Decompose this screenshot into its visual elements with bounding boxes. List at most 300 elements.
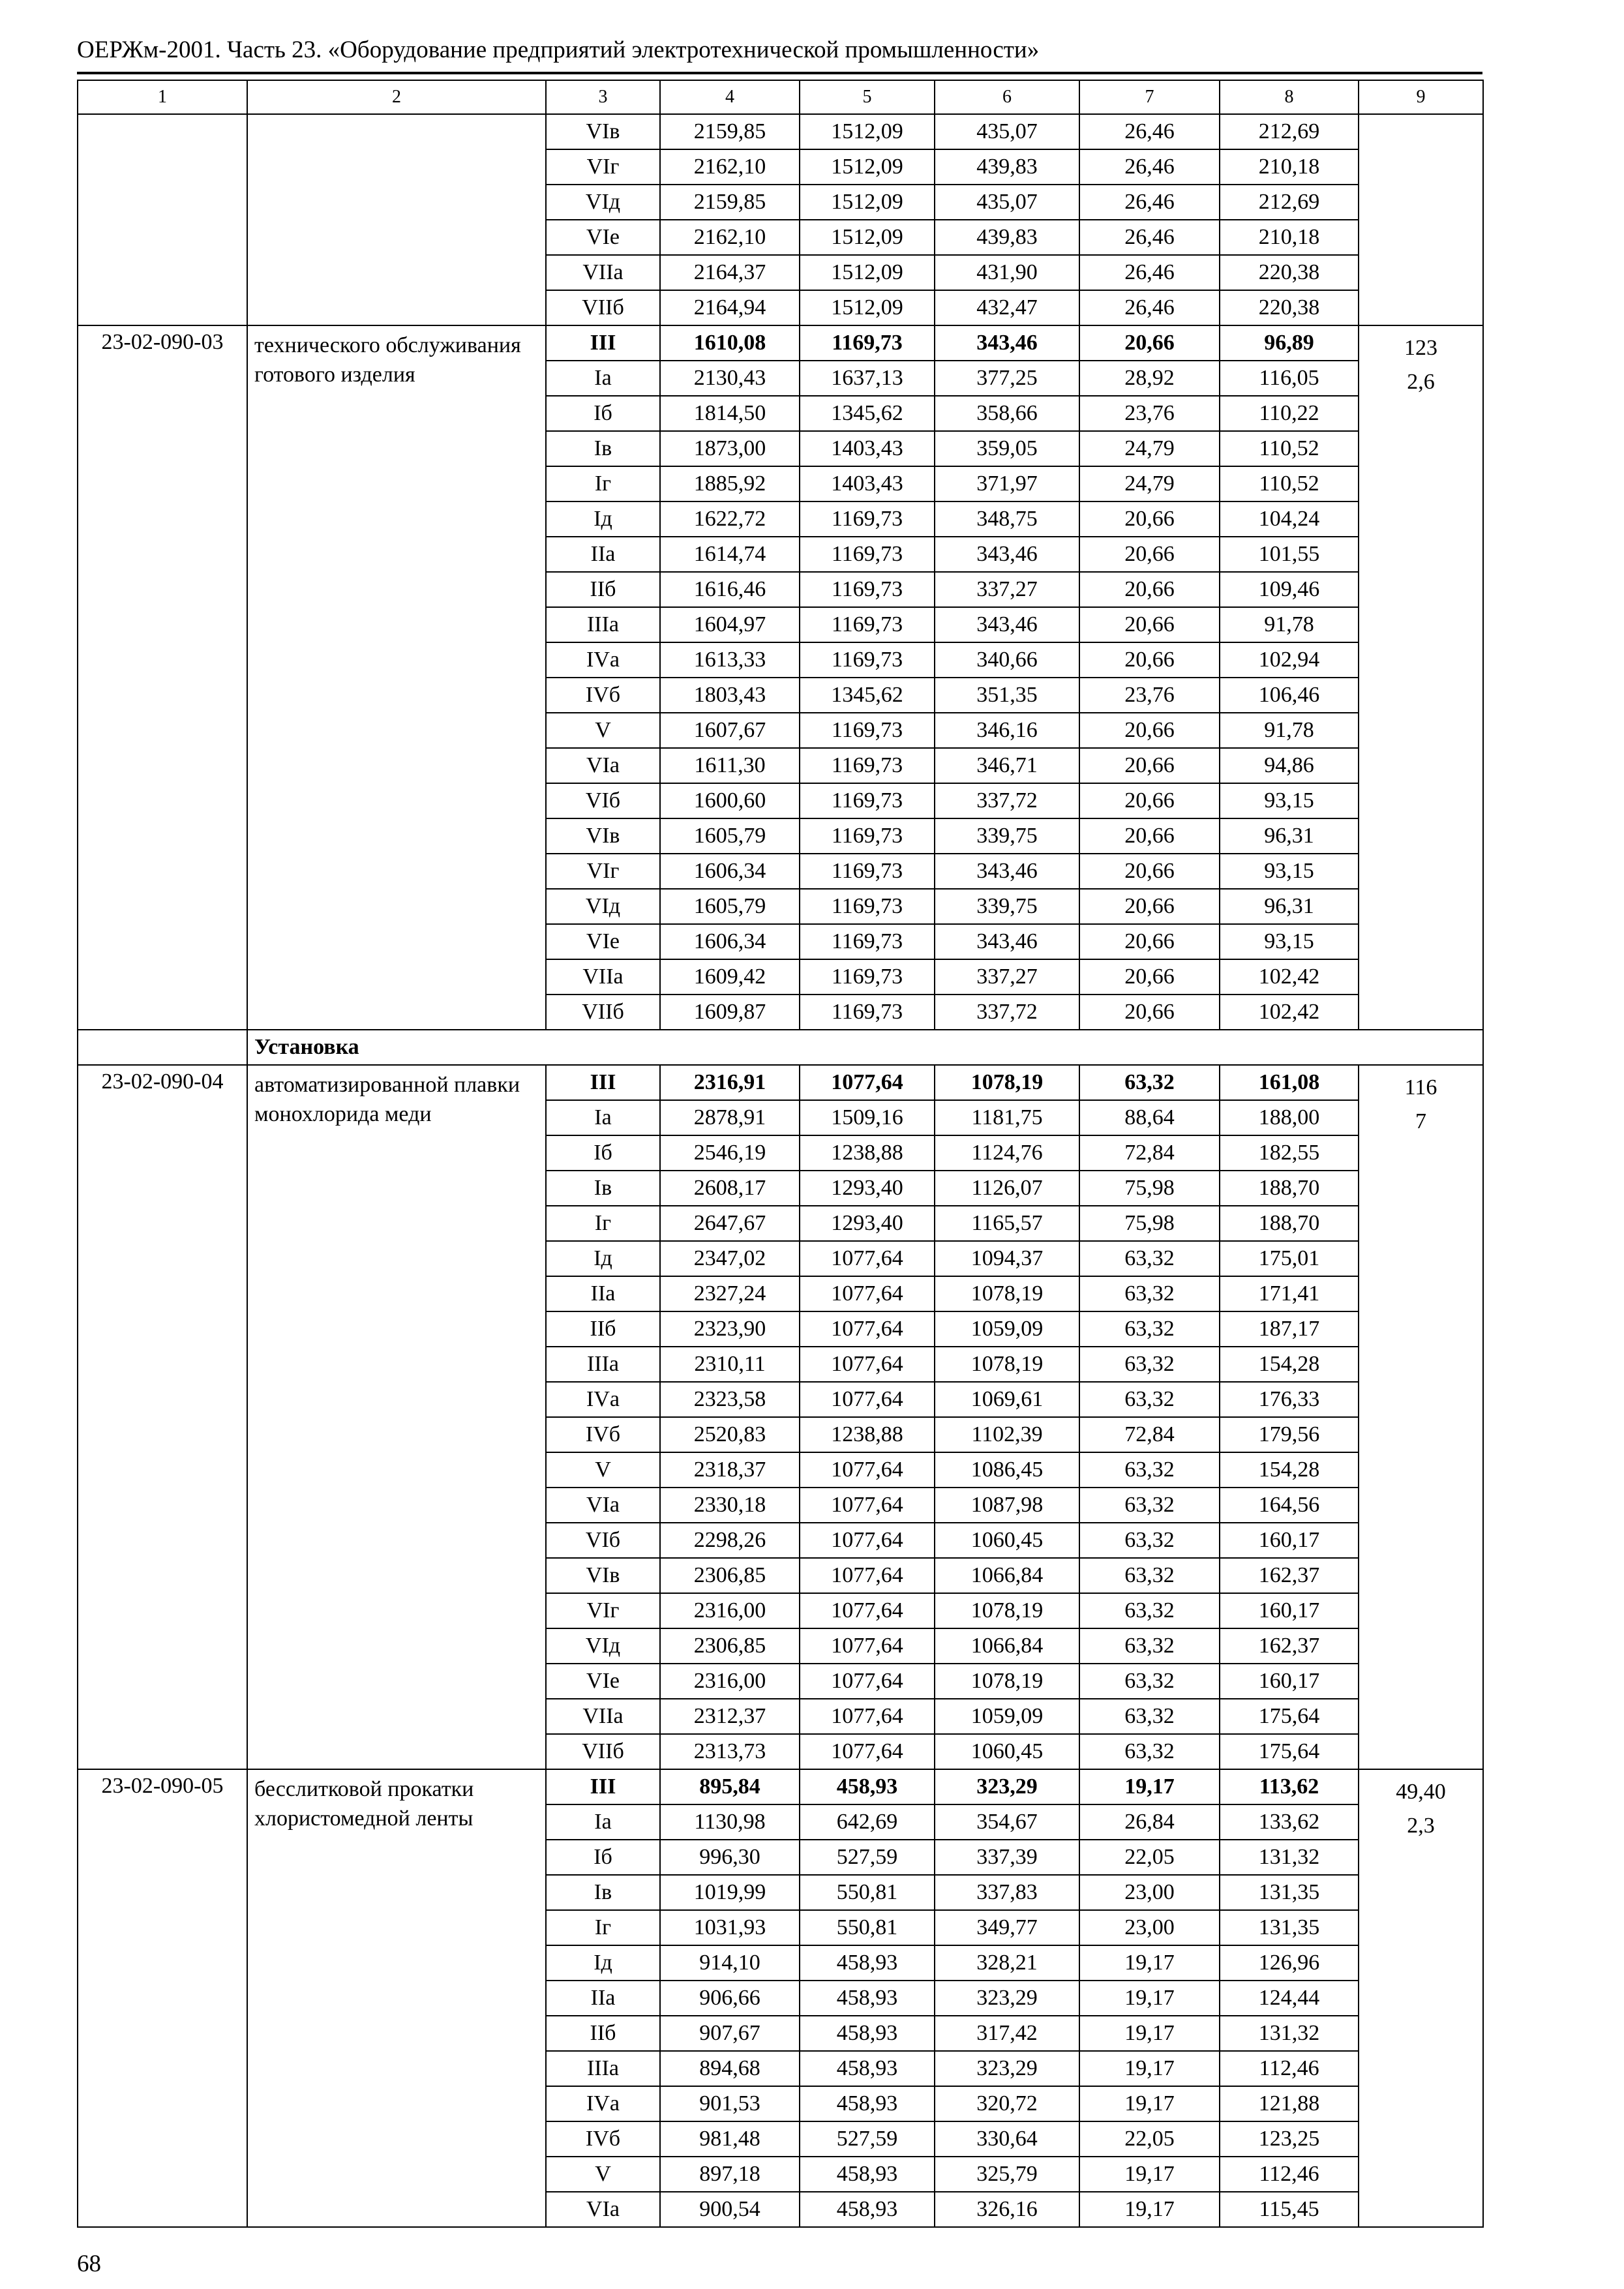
value-cell-c6: 371,97 xyxy=(935,466,1079,501)
zone-cell: VIб xyxy=(546,1523,660,1558)
value-cell-c5: 1077,64 xyxy=(800,1347,935,1382)
value-cell-c5: 1169,73 xyxy=(800,537,935,572)
value-cell-c5: 1077,64 xyxy=(800,1488,935,1523)
value-cell-c4: 2164,94 xyxy=(660,290,800,325)
value-cell-c4: 1606,34 xyxy=(660,924,800,959)
value-cell-c7: 23,00 xyxy=(1079,1875,1220,1910)
value-cell-c6: 346,16 xyxy=(935,713,1079,748)
zone-cell: IIIа xyxy=(546,2051,660,2086)
value-cell-c7: 20,66 xyxy=(1079,713,1220,748)
value-cell-c7: 20,66 xyxy=(1079,572,1220,607)
value-cell-c6: 328,21 xyxy=(935,1945,1079,1981)
table-row xyxy=(78,325,1483,361)
value-cell-c5: 1512,09 xyxy=(800,220,935,255)
value-cell-c8: 102,42 xyxy=(1220,959,1359,995)
value-cell-c7: 24,79 xyxy=(1079,431,1220,466)
value-cell-c7: 63,32 xyxy=(1079,1699,1220,1734)
value-cell-c8: 91,78 xyxy=(1220,607,1359,642)
value-cell-c5: 1169,73 xyxy=(800,607,935,642)
rate-code: 23-02-090-04 xyxy=(78,1065,247,1769)
value-cell-c8: 131,35 xyxy=(1220,1910,1359,1945)
value-cell-c7: 63,32 xyxy=(1079,1347,1220,1382)
zone-cell: VIа xyxy=(546,1488,660,1523)
value-cell-c5: 1403,43 xyxy=(800,466,935,501)
column-number: 4 xyxy=(660,80,800,114)
value-cell-c4: 2313,73 xyxy=(660,1734,800,1769)
value-cell-c6: 326,16 xyxy=(935,2192,1079,2227)
value-cell-c4: 1622,72 xyxy=(660,501,800,537)
zone-cell: IIа xyxy=(546,1981,660,2016)
value-cell-c4: 2310,11 xyxy=(660,1347,800,1382)
value-cell-c8: 112,46 xyxy=(1220,2157,1359,2192)
zone-cell: Iб xyxy=(546,396,660,431)
column-number: 3 xyxy=(546,80,660,114)
value-cell-c4: 1019,99 xyxy=(660,1875,800,1910)
zone-cell: III xyxy=(546,325,660,361)
value-cell-c4: 1607,67 xyxy=(660,713,800,748)
value-cell-c6: 343,46 xyxy=(935,924,1079,959)
value-cell-c6: 1069,61 xyxy=(935,1382,1079,1417)
value-cell-c6: 1094,37 xyxy=(935,1241,1079,1276)
value-cell-c4: 900,54 xyxy=(660,2192,800,2227)
value-cell-c8: 96,31 xyxy=(1220,889,1359,924)
value-cell-c7: 63,32 xyxy=(1079,1241,1220,1276)
value-cell-c8: 104,24 xyxy=(1220,501,1359,537)
zone-cell: VIв xyxy=(546,818,660,854)
zone-cell: VIIб xyxy=(546,1734,660,1769)
zone-cell: VIIб xyxy=(546,290,660,325)
zone-cell: VIг xyxy=(546,1593,660,1628)
value-cell-c7: 23,76 xyxy=(1079,396,1220,431)
value-cell-c5: 1077,64 xyxy=(800,1699,935,1734)
value-cell-c7: 23,00 xyxy=(1079,1910,1220,1945)
value-cell-c7: 22,05 xyxy=(1079,1840,1220,1875)
value-cell-c6: 337,72 xyxy=(935,995,1079,1030)
col9-cell xyxy=(1359,114,1483,325)
value-cell-c4: 2162,10 xyxy=(660,220,800,255)
zone-cell: VIе xyxy=(546,1664,660,1699)
value-cell-c5: 1169,73 xyxy=(800,642,935,678)
zone-cell: IIа xyxy=(546,537,660,572)
zone-cell: VIIб xyxy=(546,995,660,1030)
value-cell-c8: 124,44 xyxy=(1220,1981,1359,2016)
value-cell-c5: 1169,73 xyxy=(800,959,935,995)
zone-cell: VIд xyxy=(546,1628,660,1664)
value-cell-c5: 1077,64 xyxy=(800,1065,935,1100)
value-cell-c4: 901,53 xyxy=(660,2086,800,2121)
zone-cell: Iв xyxy=(546,431,660,466)
zone-cell: IIIа xyxy=(546,1347,660,1382)
value-cell-c6: 1060,45 xyxy=(935,1523,1079,1558)
value-cell-c7: 24,79 xyxy=(1079,466,1220,501)
value-cell-c7: 26,84 xyxy=(1079,1804,1220,1840)
value-cell-c6: 435,07 xyxy=(935,114,1079,149)
value-cell-c8: 112,46 xyxy=(1220,2051,1359,2086)
value-cell-c5: 1077,64 xyxy=(800,1311,935,1347)
zone-cell: Iа xyxy=(546,1804,660,1840)
value-cell-c6: 1059,09 xyxy=(935,1311,1079,1347)
rate-code: 23-02-090-03 xyxy=(78,325,247,1030)
value-cell-c4: 1814,50 xyxy=(660,396,800,431)
value-cell-c7: 63,32 xyxy=(1079,1452,1220,1488)
value-cell-c6: 1066,84 xyxy=(935,1558,1079,1593)
value-cell-c5: 1403,43 xyxy=(800,431,935,466)
rates-table xyxy=(77,80,1484,2228)
value-cell-c8: 212,69 xyxy=(1220,185,1359,220)
value-cell-c6: 323,29 xyxy=(935,1981,1079,2016)
zone-cell: VIа xyxy=(546,2192,660,2227)
value-cell-c4: 2312,37 xyxy=(660,1699,800,1734)
value-cell-c4: 1605,79 xyxy=(660,889,800,924)
value-cell-c8: 154,28 xyxy=(1220,1347,1359,1382)
value-cell-c8: 212,69 xyxy=(1220,114,1359,149)
value-cell-c7: 20,66 xyxy=(1079,642,1220,678)
value-cell-c8: 171,41 xyxy=(1220,1276,1359,1311)
value-cell-c4: 1611,30 xyxy=(660,748,800,783)
value-cell-c5: 1169,73 xyxy=(800,783,935,818)
value-cell-c7: 63,32 xyxy=(1079,1488,1220,1523)
value-cell-c6: 323,29 xyxy=(935,1769,1079,1804)
zone-cell: VIа xyxy=(546,748,660,783)
value-cell-c4: 2298,26 xyxy=(660,1523,800,1558)
value-cell-c8: 113,62 xyxy=(1220,1769,1359,1804)
value-cell-c4: 981,48 xyxy=(660,2121,800,2157)
value-cell-c7: 19,17 xyxy=(1079,2051,1220,2086)
value-cell-c5: 1077,64 xyxy=(800,1558,935,1593)
value-cell-c5: 1512,09 xyxy=(800,185,935,220)
value-cell-c6: 1059,09 xyxy=(935,1699,1079,1734)
value-cell-c7: 19,17 xyxy=(1079,1981,1220,2016)
value-cell-c8: 106,46 xyxy=(1220,678,1359,713)
rate-name xyxy=(247,114,546,325)
value-cell-c7: 63,32 xyxy=(1079,1065,1220,1100)
zone-cell: Iв xyxy=(546,1875,660,1910)
value-cell-c6: 339,75 xyxy=(935,818,1079,854)
zone-cell: VIв xyxy=(546,1558,660,1593)
zone-cell: Iв xyxy=(546,1171,660,1206)
zone-cell: VIе xyxy=(546,220,660,255)
col9-cell xyxy=(1359,325,1483,1030)
value-cell-c8: 123,25 xyxy=(1220,2121,1359,2157)
value-cell-c5: 1169,73 xyxy=(800,325,935,361)
value-cell-c5: 1169,73 xyxy=(800,995,935,1030)
value-cell-c8: 93,15 xyxy=(1220,783,1359,818)
value-cell-c4: 1606,34 xyxy=(660,854,800,889)
value-cell-c6: 349,77 xyxy=(935,1910,1079,1945)
col9-cell xyxy=(1359,1065,1483,1769)
value-cell-c4: 996,30 xyxy=(660,1840,800,1875)
value-cell-c8: 110,22 xyxy=(1220,396,1359,431)
value-cell-c5: 1077,64 xyxy=(800,1452,935,1488)
value-cell-c4: 1605,79 xyxy=(660,818,800,854)
value-cell-c7: 20,66 xyxy=(1079,325,1220,361)
value-cell-c4: 2323,58 xyxy=(660,1382,800,1417)
column-number: 9 xyxy=(1359,80,1483,114)
value-cell-c6: 339,75 xyxy=(935,889,1079,924)
zone-cell: VIб xyxy=(546,783,660,818)
value-cell-c7: 63,32 xyxy=(1079,1558,1220,1593)
value-cell-c5: 1293,40 xyxy=(800,1206,935,1241)
value-cell-c8: 110,52 xyxy=(1220,466,1359,501)
value-cell-c5: 1169,73 xyxy=(800,889,935,924)
header-rule xyxy=(77,72,1482,74)
value-cell-c5: 458,93 xyxy=(800,1945,935,1981)
zone-cell: IVб xyxy=(546,678,660,713)
zone-cell: IVа xyxy=(546,642,660,678)
value-cell-c4: 2130,43 xyxy=(660,361,800,396)
value-cell-c8: 175,64 xyxy=(1220,1734,1359,1769)
value-cell-c6: 325,79 xyxy=(935,2157,1079,2192)
value-cell-c8: 179,56 xyxy=(1220,1417,1359,1452)
value-cell-c5: 1238,88 xyxy=(800,1135,935,1171)
value-cell-c4: 2306,85 xyxy=(660,1628,800,1664)
value-cell-c7: 63,32 xyxy=(1079,1311,1220,1347)
value-cell-c5: 1169,73 xyxy=(800,818,935,854)
zone-cell: IVа xyxy=(546,1382,660,1417)
value-cell-c6: 431,90 xyxy=(935,255,1079,290)
value-cell-c5: 1169,73 xyxy=(800,713,935,748)
value-cell-c7: 20,66 xyxy=(1079,854,1220,889)
value-cell-c6: 432,47 xyxy=(935,290,1079,325)
value-cell-c6: 351,35 xyxy=(935,678,1079,713)
value-cell-c5: 1077,64 xyxy=(800,1593,935,1628)
value-cell-c6: 1078,19 xyxy=(935,1276,1079,1311)
value-cell-c6: 348,75 xyxy=(935,501,1079,537)
col9-value: 49,40 xyxy=(1396,1780,1446,1804)
zone-cell: VIIа xyxy=(546,1699,660,1734)
value-cell-c6: 439,83 xyxy=(935,149,1079,185)
value-cell-c8: 160,17 xyxy=(1220,1593,1359,1628)
value-cell-c5: 1512,09 xyxy=(800,255,935,290)
value-cell-c4: 1610,08 xyxy=(660,325,800,361)
value-cell-c4: 1600,60 xyxy=(660,783,800,818)
value-cell-c6: 1126,07 xyxy=(935,1171,1079,1206)
value-cell-c8: 161,08 xyxy=(1220,1065,1359,1100)
value-cell-c8: 210,18 xyxy=(1220,220,1359,255)
value-cell-c4: 2306,85 xyxy=(660,1558,800,1593)
table-row xyxy=(78,114,1483,149)
value-cell-c4: 1885,92 xyxy=(660,466,800,501)
value-cell-c6: 343,46 xyxy=(935,325,1079,361)
value-cell-c8: 116,05 xyxy=(1220,361,1359,396)
value-cell-c7: 26,46 xyxy=(1079,220,1220,255)
value-cell-c8: 131,32 xyxy=(1220,1840,1359,1875)
value-cell-c8: 220,38 xyxy=(1220,255,1359,290)
value-cell-c6: 377,25 xyxy=(935,361,1079,396)
value-cell-c5: 458,93 xyxy=(800,1769,935,1804)
value-cell-c6: 320,72 xyxy=(935,2086,1079,2121)
zone-cell: III xyxy=(546,1065,660,1100)
value-cell-c8: 102,42 xyxy=(1220,995,1359,1030)
value-cell-c8: 102,94 xyxy=(1220,642,1359,678)
value-cell-c5: 550,81 xyxy=(800,1875,935,1910)
value-cell-c7: 20,66 xyxy=(1079,889,1220,924)
value-cell-c5: 1512,09 xyxy=(800,149,935,185)
value-cell-c6: 358,66 xyxy=(935,396,1079,431)
col9-value: 116 xyxy=(1404,1075,1437,1100)
value-cell-c4: 906,66 xyxy=(660,1981,800,2016)
value-cell-c6: 1087,98 xyxy=(935,1488,1079,1523)
value-cell-c8: 188,70 xyxy=(1220,1206,1359,1241)
value-cell-c4: 2164,37 xyxy=(660,255,800,290)
value-cell-c5: 1077,64 xyxy=(800,1382,935,1417)
value-cell-c5: 1169,73 xyxy=(800,924,935,959)
value-cell-c7: 26,46 xyxy=(1079,185,1220,220)
value-cell-c7: 22,05 xyxy=(1079,2121,1220,2157)
value-cell-c8: 109,46 xyxy=(1220,572,1359,607)
value-cell-c4: 1803,43 xyxy=(660,678,800,713)
column-number: 5 xyxy=(800,80,935,114)
value-cell-c6: 317,42 xyxy=(935,2016,1079,2051)
zone-cell: VIв xyxy=(546,114,660,149)
value-cell-c7: 19,17 xyxy=(1079,2192,1220,2227)
column-number: 7 xyxy=(1079,80,1220,114)
value-cell-c4: 2330,18 xyxy=(660,1488,800,1523)
value-cell-c7: 19,17 xyxy=(1079,2016,1220,2051)
value-cell-c8: 131,32 xyxy=(1220,2016,1359,2051)
value-cell-c6: 1066,84 xyxy=(935,1628,1079,1664)
value-cell-c6: 1078,19 xyxy=(935,1065,1079,1100)
zone-cell: IVб xyxy=(546,2121,660,2157)
value-cell-c4: 2162,10 xyxy=(660,149,800,185)
value-cell-c8: 110,52 xyxy=(1220,431,1359,466)
value-cell-c4: 2520,83 xyxy=(660,1417,800,1452)
column-number: 2 xyxy=(247,80,546,114)
value-cell-c7: 88,64 xyxy=(1079,1100,1220,1135)
value-cell-c5: 1345,62 xyxy=(800,396,935,431)
value-cell-c6: 359,05 xyxy=(935,431,1079,466)
value-cell-c7: 20,66 xyxy=(1079,924,1220,959)
zone-cell: IIб xyxy=(546,572,660,607)
zone-cell: VIIа xyxy=(546,255,660,290)
value-cell-c8: 160,17 xyxy=(1220,1523,1359,1558)
value-cell-c5: 458,93 xyxy=(800,2192,935,2227)
value-cell-c5: 458,93 xyxy=(800,2086,935,2121)
value-cell-c8: 188,70 xyxy=(1220,1171,1359,1206)
value-cell-c7: 75,98 xyxy=(1079,1206,1220,1241)
zone-cell: VIг xyxy=(546,149,660,185)
value-cell-c4: 1613,33 xyxy=(660,642,800,678)
value-cell-c8: 182,55 xyxy=(1220,1135,1359,1171)
value-cell-c6: 346,71 xyxy=(935,748,1079,783)
zone-cell: Iд xyxy=(546,1945,660,1981)
section-title: Установка xyxy=(247,1030,1483,1065)
value-cell-c6: 343,46 xyxy=(935,854,1079,889)
value-cell-c8: 94,86 xyxy=(1220,748,1359,783)
value-cell-c4: 2608,17 xyxy=(660,1171,800,1206)
value-cell-c8: 188,00 xyxy=(1220,1100,1359,1135)
value-cell-c6: 1078,19 xyxy=(935,1593,1079,1628)
value-cell-c5: 1077,64 xyxy=(800,1664,935,1699)
column-number: 8 xyxy=(1220,80,1359,114)
value-cell-c6: 1181,75 xyxy=(935,1100,1079,1135)
value-cell-c8: 93,15 xyxy=(1220,924,1359,959)
value-cell-c6: 1165,57 xyxy=(935,1206,1079,1241)
value-cell-c7: 20,66 xyxy=(1079,607,1220,642)
column-number: 6 xyxy=(935,80,1079,114)
value-cell-c7: 28,92 xyxy=(1079,361,1220,396)
value-cell-c4: 1873,00 xyxy=(660,431,800,466)
value-cell-c6: 1078,19 xyxy=(935,1664,1079,1699)
value-cell-c5: 1238,88 xyxy=(800,1417,935,1452)
value-cell-c6: 1102,39 xyxy=(935,1417,1079,1452)
value-cell-c6: 337,72 xyxy=(935,783,1079,818)
value-cell-c5: 1077,64 xyxy=(800,1523,935,1558)
zone-cell: VIг xyxy=(546,854,660,889)
value-cell-c7: 20,66 xyxy=(1079,818,1220,854)
value-cell-c4: 2347,02 xyxy=(660,1241,800,1276)
zone-cell: V xyxy=(546,1452,660,1488)
value-cell-c7: 19,17 xyxy=(1079,1945,1220,1981)
value-cell-c4: 1609,87 xyxy=(660,995,800,1030)
value-cell-c7: 75,98 xyxy=(1079,1171,1220,1206)
zone-cell: IVб xyxy=(546,1417,660,1452)
value-cell-c5: 642,69 xyxy=(800,1804,935,1840)
value-cell-c4: 2316,91 xyxy=(660,1065,800,1100)
col9-value: 2,3 xyxy=(1407,1814,1435,1838)
value-cell-c8: 101,55 xyxy=(1220,537,1359,572)
value-cell-c8: 175,01 xyxy=(1220,1241,1359,1276)
value-cell-c4: 2159,85 xyxy=(660,114,800,149)
zone-cell: Iд xyxy=(546,501,660,537)
value-cell-c4: 1031,93 xyxy=(660,1910,800,1945)
rate-code xyxy=(78,114,247,325)
zone-cell: IVа xyxy=(546,2086,660,2121)
value-cell-c7: 26,46 xyxy=(1079,114,1220,149)
value-cell-c6: 323,29 xyxy=(935,2051,1079,2086)
section-row xyxy=(78,1030,1483,1065)
value-cell-c7: 19,17 xyxy=(1079,1769,1220,1804)
zone-cell: III xyxy=(546,1769,660,1804)
section-code-cell xyxy=(78,1030,247,1065)
col9-cell xyxy=(1359,1769,1483,2227)
zone-cell: VIд xyxy=(546,185,660,220)
value-cell-c4: 1616,46 xyxy=(660,572,800,607)
zone-cell: Iа xyxy=(546,1100,660,1135)
zone-cell: Iг xyxy=(546,1206,660,1241)
page-header: ОЕРЖм-2001. Часть 23. «Оборудование предприятий электротехнической промышленности» xyxy=(77,37,1040,63)
value-cell-c7: 26,46 xyxy=(1079,255,1220,290)
value-cell-c5: 1512,09 xyxy=(800,114,935,149)
value-cell-c5: 1077,64 xyxy=(800,1241,935,1276)
zone-cell: IIIа xyxy=(546,607,660,642)
value-cell-c7: 63,32 xyxy=(1079,1734,1220,1769)
col9-value: 7 xyxy=(1415,1109,1426,1133)
rate-name: бесслитковой прокатки хлористомедной ленты xyxy=(247,1769,546,2227)
value-cell-c8: 160,17 xyxy=(1220,1664,1359,1699)
value-cell-c5: 1169,73 xyxy=(800,854,935,889)
value-cell-c6: 343,46 xyxy=(935,607,1079,642)
value-cell-c4: 2878,91 xyxy=(660,1100,800,1135)
zone-cell: IIб xyxy=(546,2016,660,2051)
value-cell-c4: 897,18 xyxy=(660,2157,800,2192)
rate-name: автоматизированной плавки монохлорида меди xyxy=(247,1065,546,1769)
value-cell-c8: 115,45 xyxy=(1220,2192,1359,2227)
value-cell-c8: 96,31 xyxy=(1220,818,1359,854)
value-cell-c7: 63,32 xyxy=(1079,1664,1220,1699)
value-cell-c4: 1604,97 xyxy=(660,607,800,642)
value-cell-c8: 93,15 xyxy=(1220,854,1359,889)
value-cell-c8: 176,33 xyxy=(1220,1382,1359,1417)
value-cell-c5: 1512,09 xyxy=(800,290,935,325)
value-cell-c6: 1078,19 xyxy=(935,1347,1079,1382)
value-cell-c7: 63,32 xyxy=(1079,1276,1220,1311)
value-cell-c6: 439,83 xyxy=(935,220,1079,255)
value-cell-c7: 20,66 xyxy=(1079,501,1220,537)
column-number: 1 xyxy=(78,80,247,114)
value-cell-c4: 2316,00 xyxy=(660,1593,800,1628)
value-cell-c8: 131,35 xyxy=(1220,1875,1359,1910)
